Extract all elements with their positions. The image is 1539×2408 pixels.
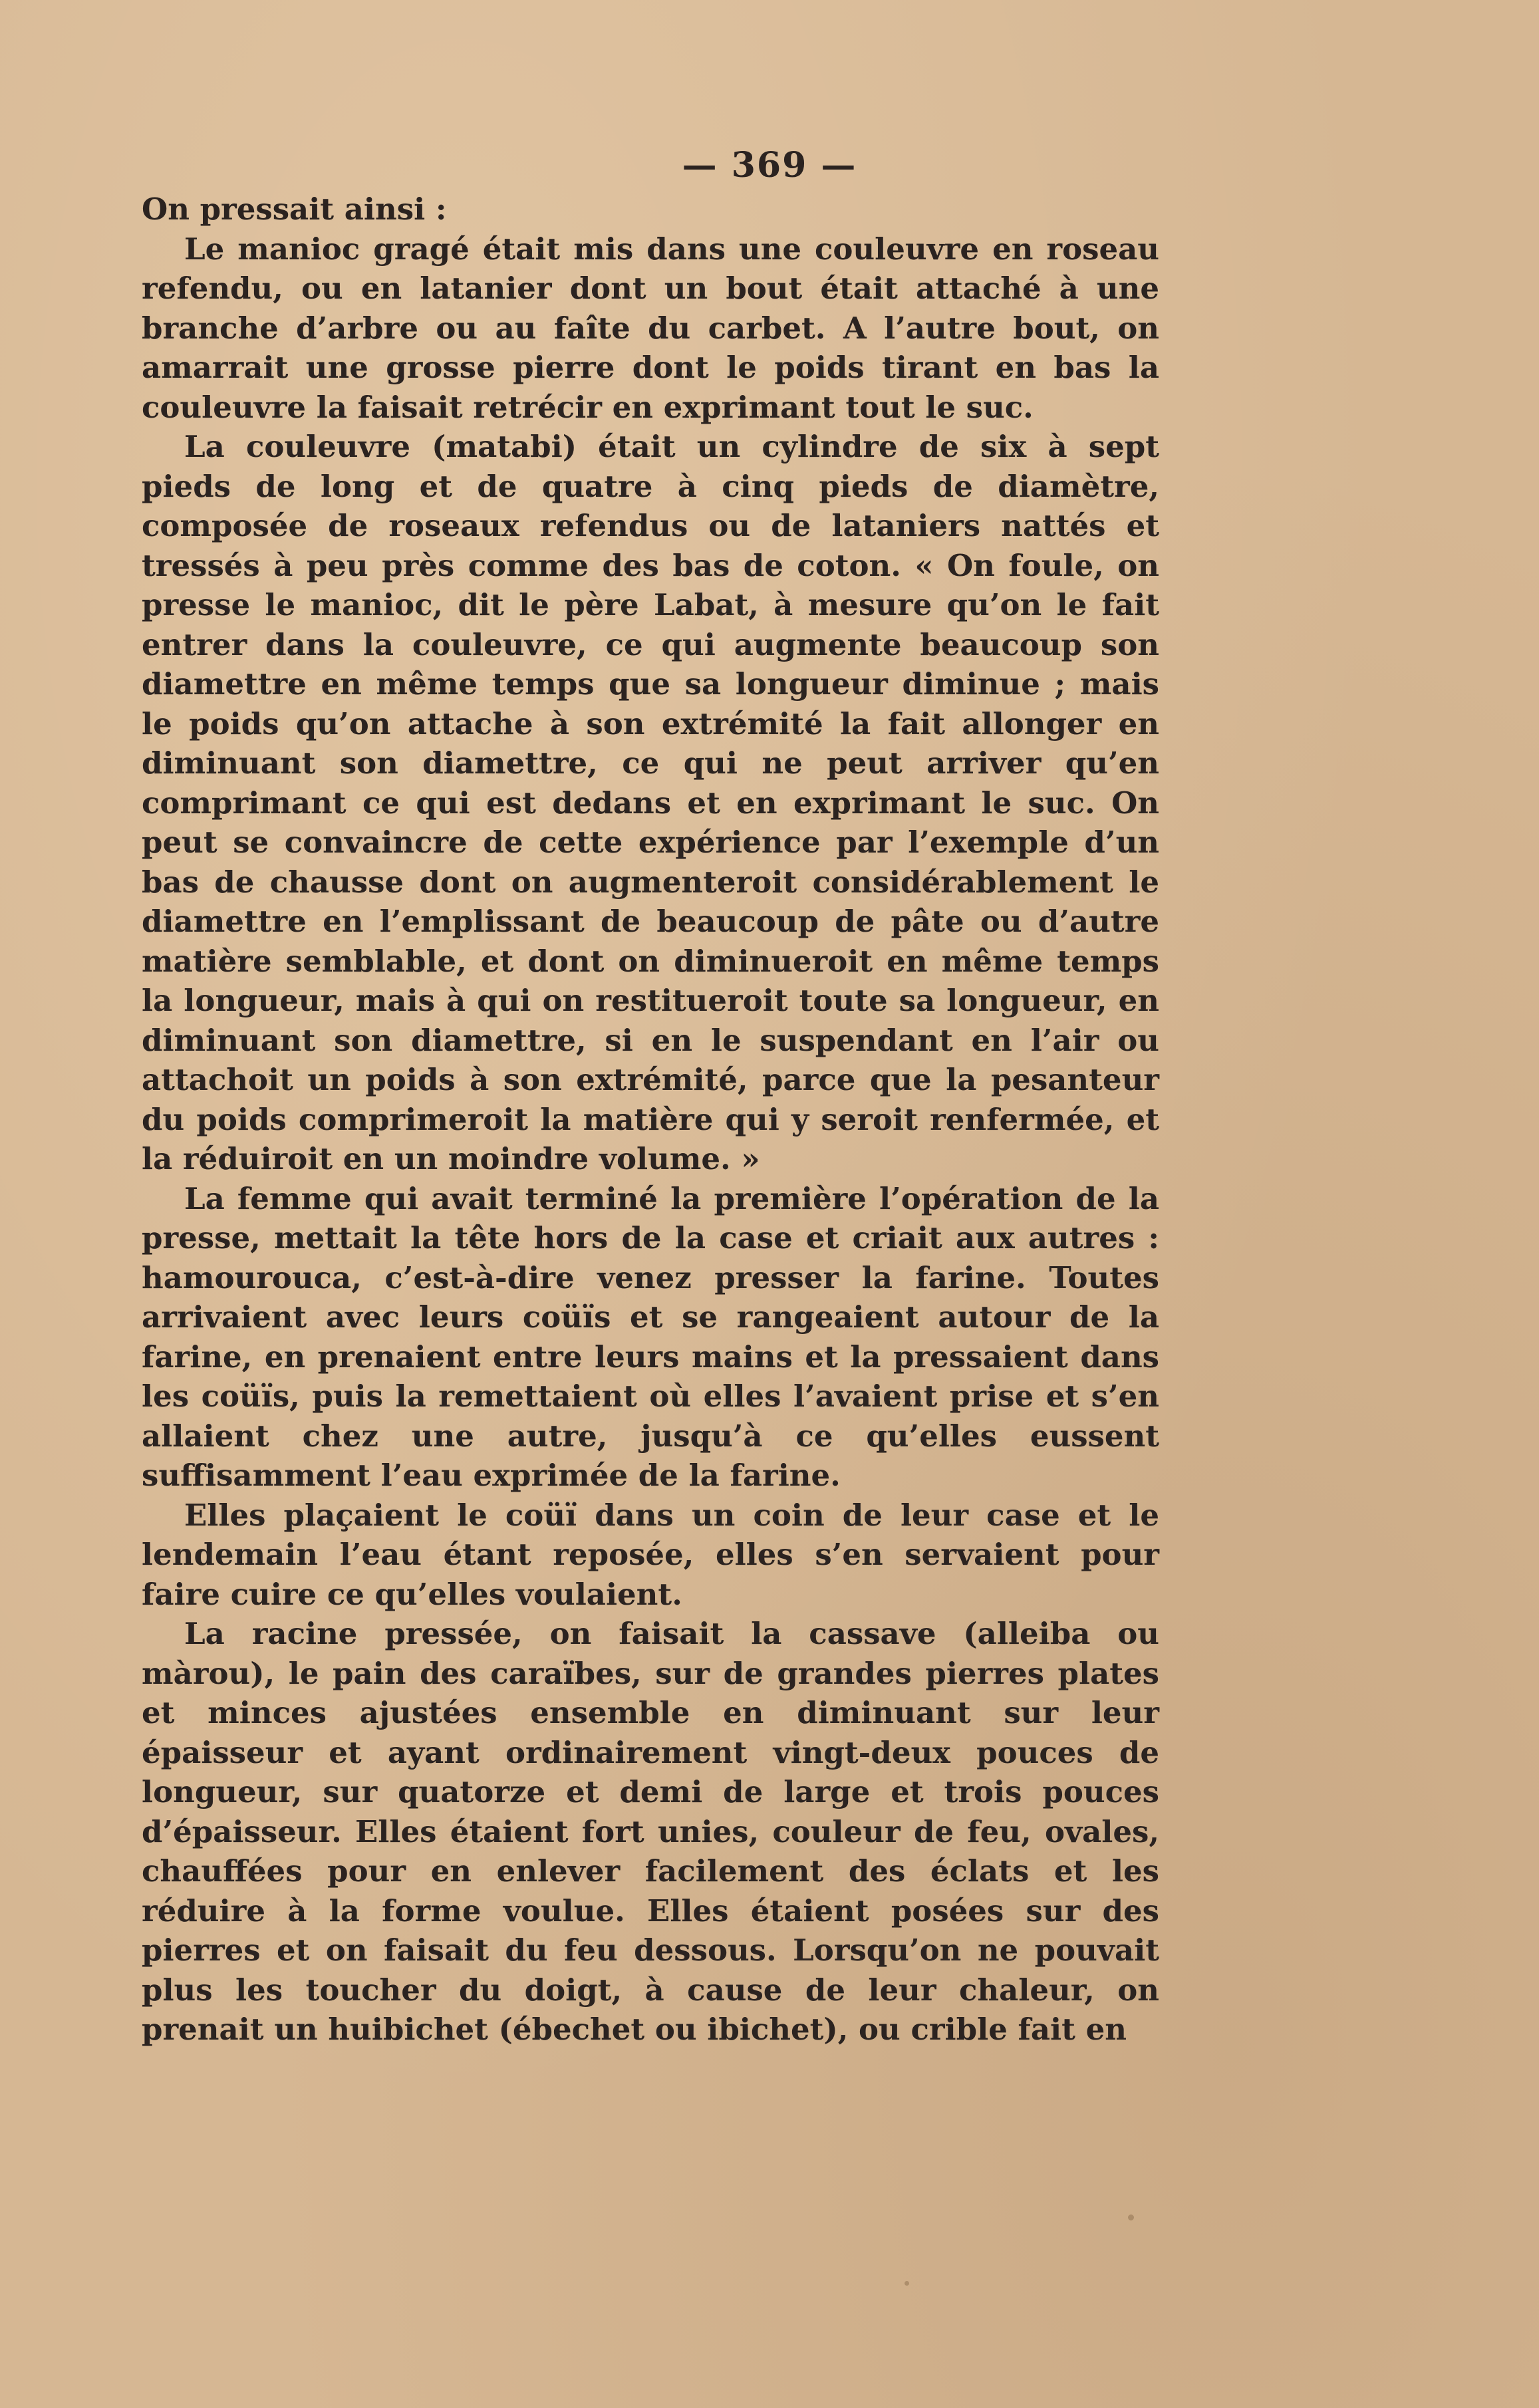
paragraph: La racine pressée, on faisait la cassave (alleiba ou màrou), le pain des caraïbes, sur de grandes pierres plates et minces ajustées ensemble en diminuant sur leur épaisseur et ayant ordinairement vingt-deux pouces de longueur, sur quatorze et demi de large et trois pouces d’épaisseur. Elles étaient fort unies, couleur de feu, ovales, chauffées pour en enlever facilement des éclats et les réduire à la forme voulue. Elles étaient posées sur des pierres et on faisait du feu dessous. Lorsqu’on ne pouvait plus les toucher du doigt, à cause de leur chaleur, on prenait un huibichet (ébechet ou ibichet), ou crible fait en	[142, 1616, 1159, 2047]
paragraph: La femme qui avait terminé la première l’opération de la presse, mettait la tête hors de la case et criait aux autres : hamourouca, c’est-à-dire venez presser la farine. Toutes arrivaient avec leurs coüïs et se rangeaient autour de la farine, en prenaient entre leurs mains et la pressaient dans les coüïs, puis la remettaient où elles l’avaient prise et s’en allaient chez une autre, jusqu’à ce qu’elles eussent suffisamment l’eau exprimée de la farine.	[142, 1180, 1159, 1493]
page-number: — 369 —	[682, 145, 857, 186]
paragraph: La couleuvre (matabi) était un cylindre de six à sept pieds de long et de quatre à cinq pieds de diamètre, composée de roseaux refendus ou de lataniers nattés et tressés à peu près comme des bas de coton. « On foule, on presse le manioc, dit le père Labat, à mesure qu’on le fait entrer dans la couleuvre, ce qui augmente beaucoup son diamettre en même temps que sa longueur diminue ; mais le poids qu’on attache à son extrémité la fait allonger en diminuant son diamettre, ce qui ne peut arriver qu’en comprimant ce qui est dedans et en exprimant le suc. On peut se convaincre de cette expérience par l’exemple d’un bas de chausse dont on augmenteroit considérablement le diamettre en l’emplissant de beaucoup de pâte ou d’autre matière semblable, et dont on diminueroit en même temps la longueur, mais à qui on restitueroit toute sa longueur, en diminuant son diamettre, si en le suspendant en l’air ou attachoit un poids à son extrémité, parce que la pesanteur du poids comprimeroit la matière qui y seroit renfermée, et la réduiroit en un moindre volume. »	[142, 429, 1159, 1176]
paper-spot	[1128, 2214, 1134, 2220]
paragraph: Le manioc gragé était mis dans une couleuvre en roseau refendu, ou en latanier dont un bout était attaché à une branche d’arbre ou au faîte du carbet. A l’autre bout, on amarrait une grosse pierre dont le poids tirant en bas la couleuvre la faisait retrécir en exprimant tout le suc.	[142, 231, 1159, 425]
paper-spot	[905, 2281, 909, 2286]
paragraph: Elles plaçaient le coüï dans un coin de leur case et le lendemain l’eau étant reposée, elles s’en servaient pour faire cuire ce qu’elles voulaient.	[142, 1497, 1159, 1612]
paragraph: On pressait ainsi :	[142, 192, 447, 227]
body-text	[142, 190, 1159, 2050]
